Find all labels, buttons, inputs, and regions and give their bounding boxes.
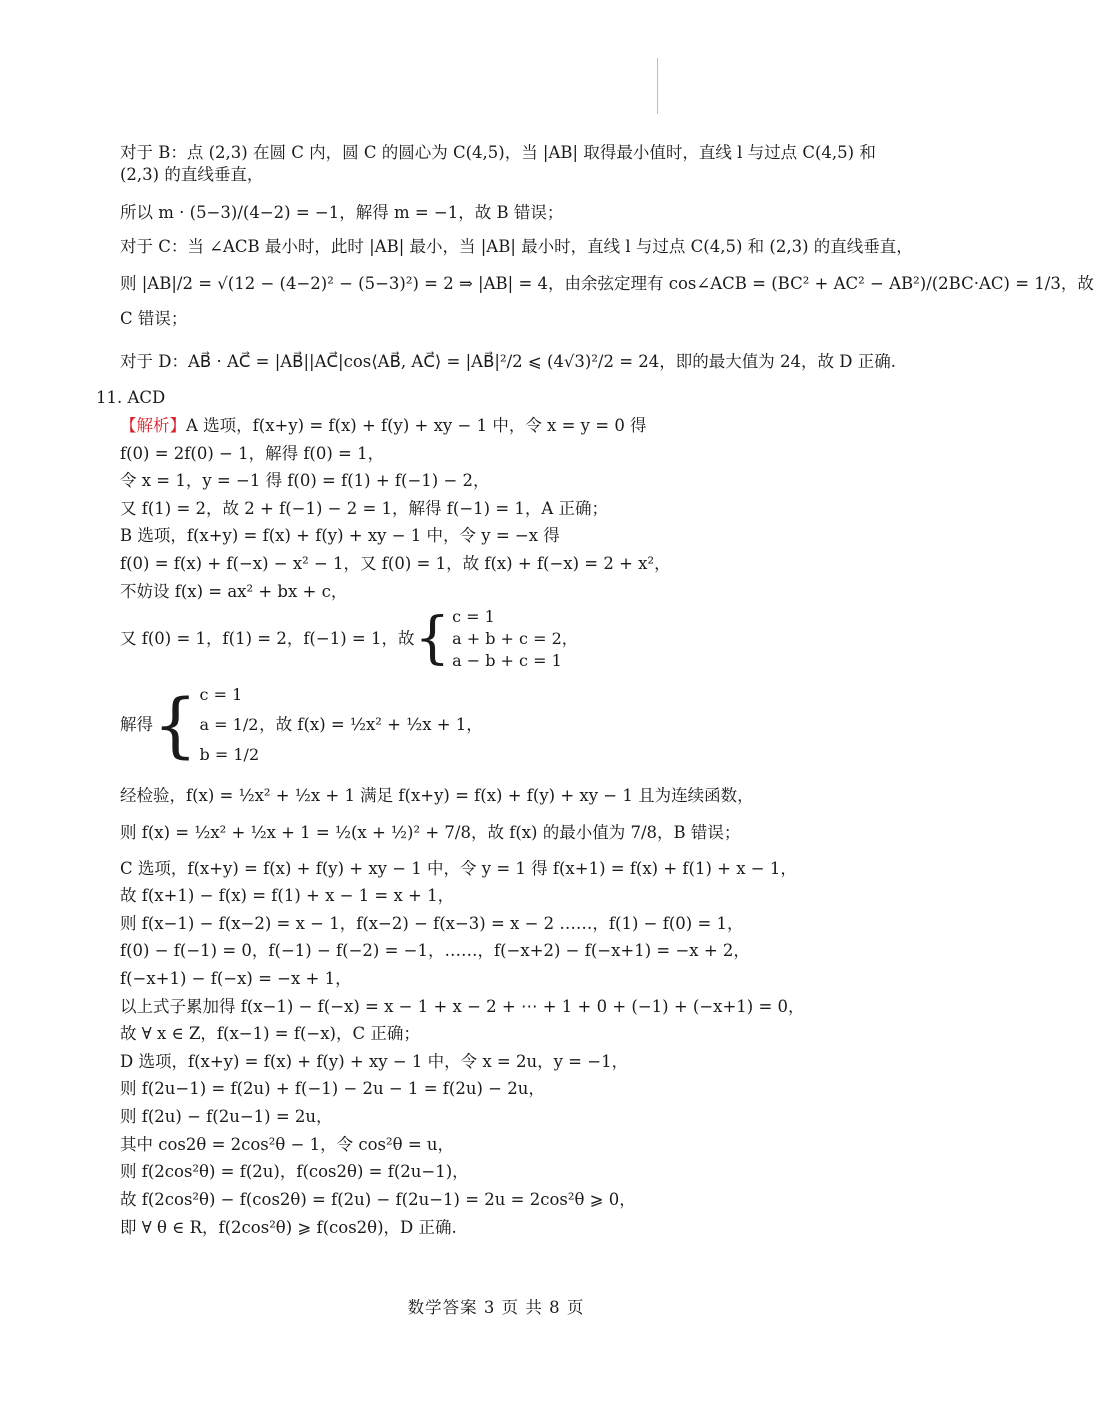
analysis-line: 故 f(2cos²θ) − f(cos2θ) = f(2u) − f(2u−1) = 2u = 2cos²θ ⩾ 0， bbox=[120, 1190, 636, 1209]
equation-system bbox=[200, 680, 260, 770]
analysis-line: f(0) = 2f(0) − 1，解得 f(0) = 1， bbox=[120, 444, 385, 463]
analysis-c-line: C 选项，f(x+y) = f(x) + f(y) + xy − 1 中，令 y = 1 得 f(x+1) = f(x) + f(1) + x − 1， bbox=[120, 859, 797, 878]
analysis-line: 则 f(2cos²θ) = f(2u)，f(cos2θ) = f(2u−1)， bbox=[120, 1162, 469, 1181]
analysis-line: f(−x+1) − f(−x) = −x + 1， bbox=[120, 969, 352, 988]
solve-label: 解得 bbox=[120, 715, 153, 734]
brace: { bbox=[414, 606, 451, 671]
system-equations-2 bbox=[120, 680, 483, 770]
equation: b = 1/2 bbox=[199, 745, 260, 764]
analysis-a-text: A 选项，f(x+y) = f(x) + f(y) + xy − 1 中，令 x = y = 0 得 bbox=[186, 416, 647, 435]
question-11-answer: 11. ACD bbox=[96, 388, 166, 407]
equation-system bbox=[452, 606, 578, 672]
solve-result: ，故 f(x) = ½x² + ½x + 1， bbox=[259, 715, 483, 734]
equation: c = 1 bbox=[199, 685, 243, 704]
solution-c-conclusion: C 错误； bbox=[120, 309, 188, 328]
solution-b-line: 对于 B：点 (2,3) 在圆 C 内，圆 C 的圆心为 C(4,5)，当 |AB| 取得最小值时，直线 l 与过点 C(4,5) 和 (2,3) 的直线垂直， bbox=[120, 143, 876, 184]
analysis-line: 又 f(1) = 2，故 2 + f(−1) − 2 = 1，解得 f(−1) = 1，A 正确； bbox=[120, 499, 609, 518]
analysis-tag: 【解析】 bbox=[120, 416, 186, 435]
analysis-a-line bbox=[120, 415, 647, 437]
analysis-line: 令 x = 1，y = −1 得 f(0) = f(1) + f(−1) − 2， bbox=[120, 471, 490, 490]
solution-d-line: 对于 D：AB⃗ · AC⃗ = |AB⃗||AC⃗|cos⟨AB⃗, AC⃗⟩ = |AB⃗|²/2 ⩽ (4√3)²/2 = 24，即的最大值为 24，故 D 正确. bbox=[120, 352, 897, 371]
analysis-line: 则 f(2u−1) = f(2u) + f(−1) − 2u − 1 = f(2u) − 2u， bbox=[120, 1079, 545, 1098]
page-footer: 数学答案 3 页 共 8 页 bbox=[407, 1298, 585, 1317]
equation: a + b + c = 2， bbox=[452, 629, 578, 648]
analysis-line: 其中 cos2θ = 2cos²θ − 1，令 cos²θ = u， bbox=[120, 1135, 455, 1154]
analysis-line: f(0) = f(x) + f(−x) − x² − 1，又 f(0) = 1，故 f(x) + f(−x) = 2 + x²， bbox=[120, 554, 671, 573]
analysis-line: 经检验，f(x) = ½x² + ½x + 1 满足 f(x+y) = f(x) + f(y) + xy − 1 且为连续函数， bbox=[120, 786, 754, 805]
solution-c-line: 对于 C：当 ∠ACB 最小时，此时 |AB| 最小，当 |AB| 最小时，直线 l 与过点 C(4,5) 和 (2,3) 的直线垂直， bbox=[120, 237, 913, 256]
system-intro: 又 f(0) = 1，f(1) = 2，f(−1) = 1，故 bbox=[120, 629, 415, 648]
analysis-line: 以上式子累加得 f(x−1) − f(−x) = x − 1 + x − 2 + ⋯ + 1 + 0 + (−1) + (−x+1) = 0， bbox=[120, 997, 805, 1016]
solution-c-calc: 则 |AB|/2 = √(12 − (4−2)² − (5−3)²) = 2 ⇒ |AB| = 4，由余弦定理有 cos∠ACB = (BC² + AC² − AB²)/(2BC·AC) = 1/3，故 bbox=[120, 274, 1094, 293]
analysis-line: 则 f(2u) − f(2u−1) = 2u， bbox=[120, 1107, 333, 1126]
analysis-line: f(0) − f(−1) = 0，f(−1) − f(−2) = −1，……，f(−x+2) − f(−x+1) = −x + 2， bbox=[120, 941, 750, 960]
system-equations-1 bbox=[120, 606, 578, 672]
analysis-line: 则 f(x) = ½x² + ½x + 1 = ½(x + ½)² + 7/8，故 f(x) 的最小值为 7/8，B 错误； bbox=[120, 823, 741, 842]
header-divider bbox=[657, 58, 658, 114]
equation: a = 1/2 bbox=[199, 715, 259, 734]
analysis-b-line: B 选项，f(x+y) = f(x) + f(y) + xy − 1 中，令 y = −x 得 bbox=[120, 526, 560, 545]
analysis-line: 不妨设 f(x) = ax² + bx + c， bbox=[120, 582, 348, 601]
analysis-line: 故 ∀ x ∈ Z，f(x−1) = f(−x)，C 正确； bbox=[120, 1024, 420, 1043]
analysis-line: 即 ∀ θ ∈ R，f(2cos²θ) ⩾ f(cos2θ)，D 正确. bbox=[120, 1218, 457, 1237]
equation: c = 1 bbox=[452, 607, 495, 626]
analysis-line: 故 f(x+1) − f(x) = f(1) + x − 1 = x + 1， bbox=[120, 886, 455, 905]
analysis-d-line: D 选项，f(x+y) = f(x) + f(y) + xy − 1 中，令 x = 2u，y = −1， bbox=[120, 1052, 629, 1071]
brace: { bbox=[153, 684, 198, 766]
solution-b-conclusion: 所以 m · (5−3)/(4−2) = −1，解得 m = −1，故 B 错误； bbox=[120, 203, 564, 222]
equation: a − b + c = 1 bbox=[452, 651, 562, 670]
analysis-line: 则 f(x−1) − f(x−2) = x − 1，f(x−2) − f(x−3) = x − 2 ……，f(1) − f(0) = 1， bbox=[120, 914, 744, 933]
